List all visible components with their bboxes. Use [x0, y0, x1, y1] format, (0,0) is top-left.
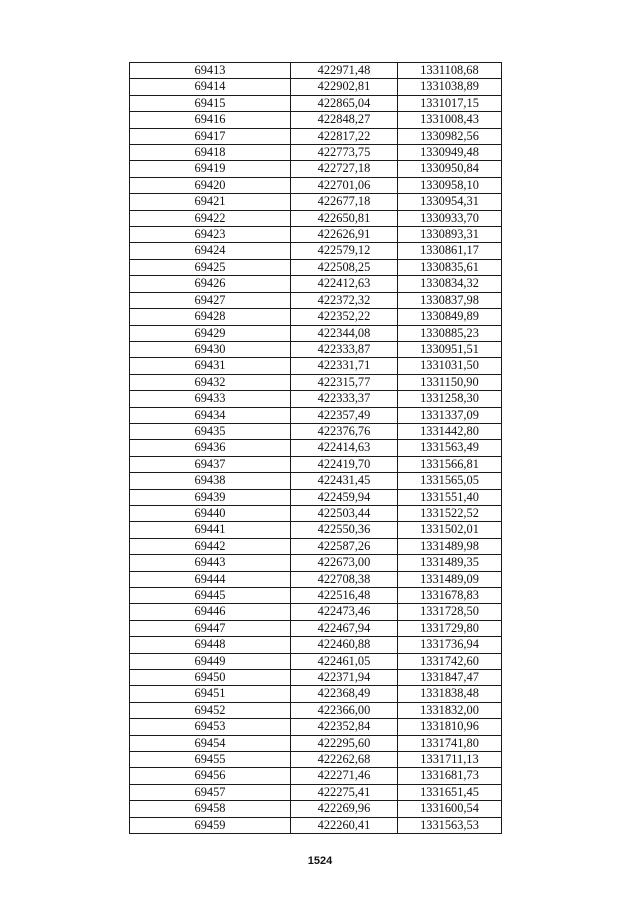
y-coordinate-cell: 1330954,31 [398, 194, 502, 210]
table-row [130, 276, 502, 292]
table-row [130, 620, 502, 636]
y-coordinate-cell: 1330933,70 [398, 210, 502, 226]
x-coordinate-cell: 422372,32 [291, 292, 398, 308]
point-number-cell: 69458 [130, 801, 291, 817]
y-coordinate-cell: 1331563,49 [398, 440, 502, 456]
table-row [130, 571, 502, 587]
y-coordinate-cell: 1330837,98 [398, 292, 502, 308]
x-coordinate-cell: 422331,71 [291, 358, 398, 374]
x-coordinate-cell: 422708,38 [291, 571, 398, 587]
table-row [130, 538, 502, 554]
x-coordinate-cell: 422701,06 [291, 177, 398, 193]
table-row [130, 522, 502, 538]
point-number-cell: 69441 [130, 522, 291, 538]
table-row [130, 358, 502, 374]
coordinate-table-body [130, 63, 502, 834]
x-coordinate-cell: 422376,76 [291, 423, 398, 439]
x-coordinate-cell: 422773,75 [291, 145, 398, 161]
point-number-cell: 69431 [130, 358, 291, 374]
point-number-cell: 69423 [130, 227, 291, 243]
table-row [130, 784, 502, 800]
y-coordinate-cell: 1330951,51 [398, 341, 502, 357]
y-coordinate-cell: 1331008,43 [398, 112, 502, 128]
x-coordinate-cell: 422431,45 [291, 473, 398, 489]
point-number-cell: 69424 [130, 243, 291, 259]
page-number: 1524 [307, 855, 333, 867]
point-number-cell: 69452 [130, 702, 291, 718]
point-number-cell: 69437 [130, 456, 291, 472]
point-number-cell: 69414 [130, 79, 291, 95]
x-coordinate-cell: 422460,88 [291, 637, 398, 653]
table-row [130, 374, 502, 390]
x-coordinate-cell: 422650,81 [291, 210, 398, 226]
table-row [130, 112, 502, 128]
x-coordinate-cell: 422352,22 [291, 309, 398, 325]
point-number-cell: 69436 [130, 440, 291, 456]
y-coordinate-cell: 1331565,05 [398, 473, 502, 489]
x-coordinate-cell: 422626,91 [291, 227, 398, 243]
table-row [130, 752, 502, 768]
table-row [130, 489, 502, 505]
point-number-cell: 69453 [130, 719, 291, 735]
y-coordinate-cell: 1331711,13 [398, 752, 502, 768]
point-number-cell: 69432 [130, 374, 291, 390]
point-number-cell: 69417 [130, 128, 291, 144]
y-coordinate-cell: 1331566,81 [398, 456, 502, 472]
x-coordinate-cell: 422419,70 [291, 456, 398, 472]
table-row [130, 391, 502, 407]
table-row [130, 801, 502, 817]
table-row [130, 210, 502, 226]
x-coordinate-cell: 422295,60 [291, 735, 398, 751]
point-number-cell: 69427 [130, 292, 291, 308]
table-row [130, 440, 502, 456]
point-number-cell: 69418 [130, 145, 291, 161]
y-coordinate-cell: 1331681,73 [398, 768, 502, 784]
x-coordinate-cell: 422260,41 [291, 817, 398, 833]
point-number-cell: 69428 [130, 309, 291, 325]
x-coordinate-cell: 422459,94 [291, 489, 398, 505]
table-row [130, 817, 502, 833]
point-number-cell: 69415 [130, 95, 291, 111]
table-row [130, 686, 502, 702]
y-coordinate-cell: 1331489,35 [398, 555, 502, 571]
table-row [130, 735, 502, 751]
y-coordinate-cell: 1331442,80 [398, 423, 502, 439]
point-number-cell: 69426 [130, 276, 291, 292]
point-number-cell: 69450 [130, 670, 291, 686]
y-coordinate-cell: 1331258,30 [398, 391, 502, 407]
x-coordinate-cell: 422677,18 [291, 194, 398, 210]
y-coordinate-cell: 1330849,89 [398, 309, 502, 325]
point-number-cell: 69447 [130, 620, 291, 636]
y-coordinate-cell: 1331742,60 [398, 653, 502, 669]
point-number-cell: 69420 [130, 177, 291, 193]
y-coordinate-cell: 1331031,50 [398, 358, 502, 374]
point-number-cell: 69459 [130, 817, 291, 833]
table-row [130, 768, 502, 784]
point-number-cell: 69439 [130, 489, 291, 505]
table-row [130, 63, 502, 79]
point-number-cell: 69435 [130, 423, 291, 439]
x-coordinate-cell: 422352,84 [291, 719, 398, 735]
x-coordinate-cell: 422473,46 [291, 604, 398, 620]
table-row [130, 95, 502, 111]
y-coordinate-cell: 1330893,31 [398, 227, 502, 243]
coordinate-table [129, 62, 502, 834]
table-row [130, 407, 502, 423]
x-coordinate-cell: 422333,87 [291, 341, 398, 357]
y-coordinate-cell: 1331736,94 [398, 637, 502, 653]
y-coordinate-cell: 1331150,90 [398, 374, 502, 390]
y-coordinate-cell: 1331847,47 [398, 670, 502, 686]
x-coordinate-cell: 422508,25 [291, 259, 398, 275]
point-number-cell: 69457 [130, 784, 291, 800]
point-number-cell: 69451 [130, 686, 291, 702]
point-number-cell: 69434 [130, 407, 291, 423]
x-coordinate-cell: 422550,36 [291, 522, 398, 538]
y-coordinate-cell: 1331678,83 [398, 588, 502, 604]
x-coordinate-cell: 422461,05 [291, 653, 398, 669]
x-coordinate-cell: 422503,44 [291, 505, 398, 521]
table-row [130, 588, 502, 604]
y-coordinate-cell: 1331600,54 [398, 801, 502, 817]
point-number-cell: 69449 [130, 653, 291, 669]
table-row [130, 243, 502, 259]
table-row [130, 259, 502, 275]
x-coordinate-cell: 422357,49 [291, 407, 398, 423]
table-row [130, 145, 502, 161]
y-coordinate-cell: 1331017,15 [398, 95, 502, 111]
y-coordinate-cell: 1330861,17 [398, 243, 502, 259]
table-row [130, 227, 502, 243]
x-coordinate-cell: 422262,68 [291, 752, 398, 768]
y-coordinate-cell: 1330835,61 [398, 259, 502, 275]
point-number-cell: 69445 [130, 588, 291, 604]
x-coordinate-cell: 422344,08 [291, 325, 398, 341]
y-coordinate-cell: 1330949,48 [398, 145, 502, 161]
x-coordinate-cell: 422275,41 [291, 784, 398, 800]
table-row [130, 670, 502, 686]
table-row [130, 653, 502, 669]
x-coordinate-cell: 422902,81 [291, 79, 398, 95]
point-number-cell: 69446 [130, 604, 291, 620]
x-coordinate-cell: 422333,37 [291, 391, 398, 407]
point-number-cell: 69429 [130, 325, 291, 341]
table-row [130, 177, 502, 193]
table-row [130, 309, 502, 325]
x-coordinate-cell: 422412,63 [291, 276, 398, 292]
x-coordinate-cell: 422865,04 [291, 95, 398, 111]
y-coordinate-cell: 1331489,09 [398, 571, 502, 587]
table-row [130, 702, 502, 718]
y-coordinate-cell: 1331651,45 [398, 784, 502, 800]
point-number-cell: 69448 [130, 637, 291, 653]
y-coordinate-cell: 1331838,48 [398, 686, 502, 702]
x-coordinate-cell: 422579,12 [291, 243, 398, 259]
table-row [130, 341, 502, 357]
y-coordinate-cell: 1331551,40 [398, 489, 502, 505]
table-row [130, 325, 502, 341]
table-row [130, 637, 502, 653]
x-coordinate-cell: 422414,63 [291, 440, 398, 456]
x-coordinate-cell: 422673,00 [291, 555, 398, 571]
table-row [130, 719, 502, 735]
y-coordinate-cell: 1330950,84 [398, 161, 502, 177]
y-coordinate-cell: 1331728,50 [398, 604, 502, 620]
x-coordinate-cell: 422371,94 [291, 670, 398, 686]
x-coordinate-cell: 422727,18 [291, 161, 398, 177]
point-number-cell: 69444 [130, 571, 291, 587]
table-row [130, 555, 502, 571]
table-row [130, 604, 502, 620]
x-coordinate-cell: 422366,00 [291, 702, 398, 718]
point-number-cell: 69425 [130, 259, 291, 275]
point-number-cell: 69419 [130, 161, 291, 177]
x-coordinate-cell: 422368,49 [291, 686, 398, 702]
y-coordinate-cell: 1331502,01 [398, 522, 502, 538]
x-coordinate-cell: 422467,94 [291, 620, 398, 636]
table-row [130, 79, 502, 95]
y-coordinate-cell: 1330982,56 [398, 128, 502, 144]
x-coordinate-cell: 422271,46 [291, 768, 398, 784]
x-coordinate-cell: 422971,48 [291, 63, 398, 79]
y-coordinate-cell: 1331729,80 [398, 620, 502, 636]
point-number-cell: 69422 [130, 210, 291, 226]
y-coordinate-cell: 1331522,52 [398, 505, 502, 521]
table-row [130, 292, 502, 308]
y-coordinate-cell: 1331337,09 [398, 407, 502, 423]
point-number-cell: 69430 [130, 341, 291, 357]
point-number-cell: 69443 [130, 555, 291, 571]
y-coordinate-cell: 1331038,89 [398, 79, 502, 95]
y-coordinate-cell: 1330834,32 [398, 276, 502, 292]
table-row [130, 505, 502, 521]
point-number-cell: 69438 [130, 473, 291, 489]
point-number-cell: 69456 [130, 768, 291, 784]
point-number-cell: 69433 [130, 391, 291, 407]
table-row [130, 161, 502, 177]
y-coordinate-cell: 1331741,80 [398, 735, 502, 751]
x-coordinate-cell: 422269,96 [291, 801, 398, 817]
table-row [130, 423, 502, 439]
point-number-cell: 69413 [130, 63, 291, 79]
x-coordinate-cell: 422315,77 [291, 374, 398, 390]
point-number-cell: 69455 [130, 752, 291, 768]
x-coordinate-cell: 422848,27 [291, 112, 398, 128]
point-number-cell: 69442 [130, 538, 291, 554]
y-coordinate-cell: 1331810,96 [398, 719, 502, 735]
y-coordinate-cell: 1330885,23 [398, 325, 502, 341]
point-number-cell: 69416 [130, 112, 291, 128]
point-number-cell: 69421 [130, 194, 291, 210]
table-row [130, 194, 502, 210]
x-coordinate-cell: 422587,26 [291, 538, 398, 554]
y-coordinate-cell: 1331108,68 [398, 63, 502, 79]
point-number-cell: 69454 [130, 735, 291, 751]
table-row [130, 128, 502, 144]
table-row [130, 456, 502, 472]
x-coordinate-cell: 422817,22 [291, 128, 398, 144]
y-coordinate-cell: 1330958,10 [398, 177, 502, 193]
point-number-cell: 69440 [130, 505, 291, 521]
y-coordinate-cell: 1331563,53 [398, 817, 502, 833]
table-row [130, 473, 502, 489]
y-coordinate-cell: 1331832,00 [398, 702, 502, 718]
y-coordinate-cell: 1331489,98 [398, 538, 502, 554]
x-coordinate-cell: 422516,48 [291, 588, 398, 604]
